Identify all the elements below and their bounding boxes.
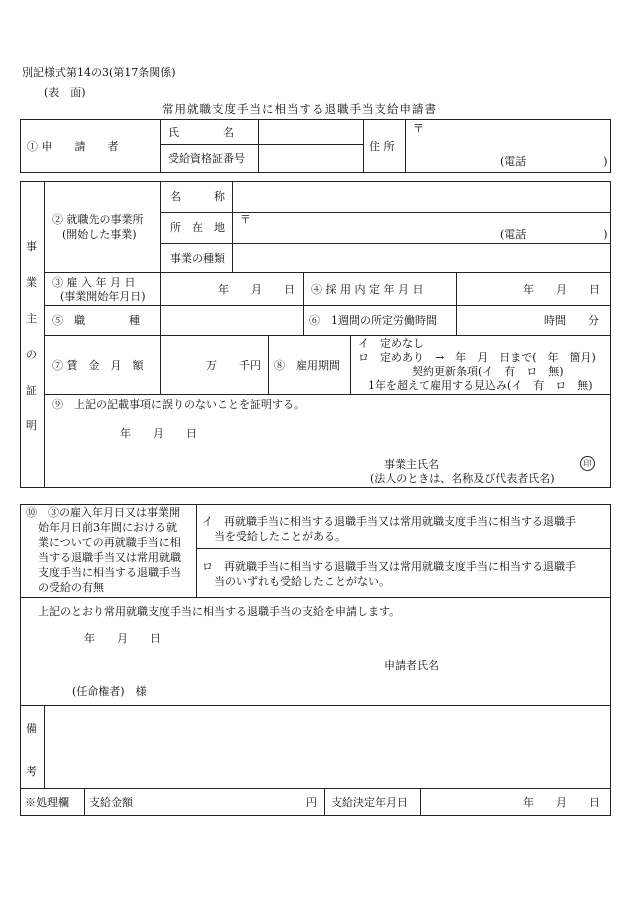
history-question-line-2: 始年月日前3年間における就 — [38, 521, 177, 534]
employer-cert-char-4: の — [26, 348, 37, 361]
certificate-number-label: 受給資格証番号 — [168, 152, 245, 165]
history-option-received[interactable] — [198, 506, 608, 546]
applicant-name-field[interactable] — [260, 121, 361, 142]
business-type-field[interactable] — [234, 245, 608, 270]
payment-amount-label: 支給金額 — [89, 796, 133, 809]
decision-date-processing-field[interactable]: 年 月 日 — [523, 796, 600, 809]
remarks-field[interactable] — [46, 707, 608, 786]
history-option-received-line-2: 当を受給したことがある。 — [214, 530, 346, 543]
decision-date-label: ④ 採 用 内 定 年 月 日 — [311, 283, 424, 296]
history-question-line-3: 業についての再就職手当に相 — [38, 536, 181, 549]
application-statement: 上記のとおり常用就職支度手当に相当する退職手当の支給を申請します。 — [38, 605, 401, 618]
office-name-field[interactable] — [234, 183, 608, 210]
history-question-line-1: ⑩ ③の雇入年月日又は事業開 — [26, 506, 180, 519]
application-date[interactable]: 年 月 日 — [84, 632, 161, 645]
hire-date-label: ③ 雇 入 年 月 日 — [52, 276, 136, 289]
office-label: ② 就職先の事業所 — [52, 213, 144, 226]
employment-period-label: ⑧ 雇用期間 — [274, 359, 340, 372]
weekly-hours-field[interactable]: 時間 分 — [544, 314, 599, 327]
payment-amount-field[interactable] — [144, 790, 322, 814]
form-reference: 別記様式第14の3(第17条関係) — [22, 66, 176, 79]
name-label: 氏 名 — [168, 126, 234, 139]
page-side: (表 面) — [44, 86, 86, 99]
history-question-line-4: 当する退職手当又は常用就職 — [38, 551, 181, 564]
period-option-none[interactable]: イ 定めなし — [358, 337, 424, 350]
employer-cert-char-3: 主 — [26, 312, 37, 325]
job-type-field[interactable] — [162, 307, 301, 333]
office-name-label: 名 称 — [170, 190, 225, 203]
seal-mark: 印 — [580, 456, 595, 471]
office-phone-label: (電話 ) — [500, 228, 608, 241]
owner-name-label: 事業主氏名 — [384, 458, 439, 471]
address-label: 住 所 — [369, 140, 395, 153]
job-type-label: ⑤ 職 種 — [52, 314, 140, 327]
remarks-label-top: 備 — [26, 722, 37, 735]
yen-unit: 円 — [306, 796, 317, 809]
office-postal-mark: 〒 — [240, 213, 251, 226]
history-question-line-6: の受給の有無 — [38, 581, 104, 594]
owner-note: (法人のときは、名称及び代表者氏名) — [370, 472, 555, 485]
history-option-received-line-1: イ 再就職手当に相当する退職手当又は常用就職支度手当に相当する退職手 — [202, 515, 576, 528]
employer-cert-char-1: 事 — [26, 240, 37, 253]
postal-mark: 〒 — [413, 122, 424, 135]
history-option-not-received-line-1: ロ 再就職手当に相当する退職手当又は常用就職支度手当に相当する退職手 — [202, 560, 576, 573]
period-option-fixed[interactable]: ロ 定めあり → 年 月 日まで( 年 箇月) — [358, 351, 596, 364]
applicant-signature-field[interactable] — [446, 655, 606, 673]
monthly-wage-field[interactable]: 万 千円 — [206, 359, 261, 372]
employer-cert-char-6: 明 — [26, 419, 37, 432]
certification-date[interactable]: 年 月 日 — [120, 427, 197, 440]
history-option-not-received[interactable] — [198, 550, 608, 595]
history-option-not-received-line-2: 当のいずれも受給したことがない。 — [214, 575, 390, 588]
certification-statement: ⑨ 上記の記載事項に誤りのないことを証明する。 — [52, 398, 305, 411]
addressee: (任命権者) 様 — [72, 685, 147, 698]
certificate-number-field[interactable] — [260, 146, 361, 170]
office-location-label: 所 在 地 — [170, 221, 225, 234]
office-sublabel: (開始した事業) — [62, 228, 137, 241]
applicant-phone-label: (電話 ) — [500, 155, 608, 168]
applicant-name-signature-label: 申請者氏名 — [384, 659, 439, 672]
weekly-hours-label: ⑥ 1週間の所定労働時間 — [309, 314, 437, 327]
history-question-line-5: 支度手当に相当する退職手当 — [38, 566, 181, 579]
remarks-label-bottom: 考 — [26, 765, 37, 778]
business-type-label: 事業の種類 — [170, 252, 225, 265]
decision-date-field[interactable]: 年 月 日 — [523, 283, 600, 296]
employer-cert-char-2: 業 — [26, 276, 37, 289]
employer-cert-char-5: 証 — [26, 384, 37, 397]
processing-label: ※処理欄 — [25, 796, 69, 809]
decision-date-processing-label: 支給決定年月日 — [331, 796, 408, 809]
form-title: 常用就職支度手当に相当する退職手当支給申請書 — [162, 102, 437, 116]
hire-date-sublabel: (事業開始年月日) — [60, 290, 146, 303]
applicant-label: ① 申 請 者 — [27, 140, 119, 153]
over-one-year-expectation[interactable]: 1年を超えて雇用する見込み(イ 有 ロ 無) — [368, 379, 593, 392]
monthly-wage-label: ⑦ 賃 金 月 額 — [52, 359, 144, 372]
hire-date-field[interactable]: 年 月 日 — [218, 283, 295, 296]
renewal-clause[interactable]: 契約更新条項(イ 有 ロ 無) — [412, 365, 564, 378]
